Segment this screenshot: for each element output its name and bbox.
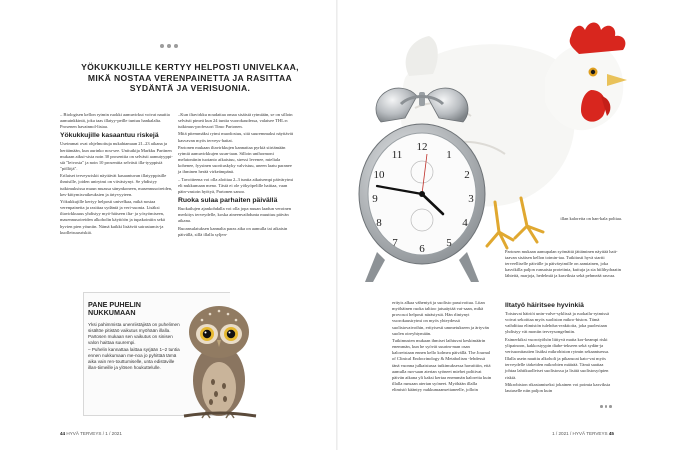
- page-number-right: 45: [608, 431, 614, 436]
- sidebar-text: [88, 322, 184, 372]
- svg-text:1: 1: [446, 149, 452, 161]
- body-paragraph: Ruoansulatuksen kannalta paras aika on aamulla tai aikaisin päivällä, sillä illalla syljen-: [178, 225, 288, 237]
- body-paragraph: Esimerkiksi vuorotyöhön liittyvä matta kor-keampi riski ylipainoon, kakkostyypin diabe-tekseen sekä sydän-ja verisuonitautien lisäksi mikrobiston rytmin sekaantuessa.: [505, 336, 610, 354]
- folio-left: [60, 431, 122, 436]
- body-paragraph: Tutkimusten mukaan ihmiset laihtuvat keskimäärin enemmän, kun he syövät suurim-man osan kaloreistaan ennen kello kolmea päivällä. The Journal of Clinical Endocrinology & Metabolism -lehdessä tänä vuonna julkaistussa tutkimuksessa havaittiin, että aamulla run-saan aterian syöneet miehet polttivat päivän aikana yli kaksi kertaa enemmän kaloreita kuin illalla runsaan aterian syöneet. Myöhään illalla elimistö kääntyy nukkumaansettaneelle, jolloin: [392, 337, 492, 393]
- body-paragraph: Toistuvat häiriöt unin-valve-syklissä ja ruokailu-rytmissä voivat sekoittaa myös suoliston mikro-biston. Tämä vaihdittaa elimistön tulehdus-reaktioita, joka puolestaan yhdistyy vät moniin terveysongelmiin.: [505, 311, 609, 335]
- svg-text:9: 9: [372, 193, 378, 205]
- sidebar-title: PANE PUHELIN NUKKUMAAN: [88, 300, 141, 318]
- alarm-clock-illustration: [355, 74, 489, 296]
- text-column-1: [60, 112, 177, 237]
- owl-illustration: [180, 300, 258, 422]
- svg-text:11: 11: [391, 149, 403, 161]
- body-paragraph: Partonen mukaan iltavirkkujen kannattaa pyrkiä siirtämään rytmiä aamuvirkkujen suun-taan. Silloin unihormoni melatoniinin tuotanto aikaistuu, stressi levenee, mieliala kohenee, fyysinen suorituskyky valvistuu, uneen laatu paranee ja ihminen herää virkeämpänä.: [178, 144, 292, 175]
- intro-paragraph: – Biologisen kellon rytmin ruokki aamuvirkut voivat nauttia aamuinkkintä, joka taas illatyy-peille tuntuu hankalalta. Prosenen havainnol-listaa.: [60, 112, 170, 130]
- body-paragraph: Illalla usein nauttiu alkoholi ja pikaruoat kato-vat myös terveydelle tärkeiden mikrobien määrää. Tämä saattaa johtaa lahtikuolleiset suolistossa ja lisätä suolistosyöpien riskiä.: [505, 356, 609, 380]
- svg-text:10: 10: [373, 169, 385, 181]
- text-column-4: [505, 300, 613, 395]
- body-paragraph: erityis alkaa vähentyä ja suolisto passivoitua. Liian myöhäinen ruoka taltioo jatsaäytää vat-saan, mikä provosoi helposti närästystä. Hän rlintynyt vuorokausirytmi on myös yhteydessä suolistovaivoihin, erityisesti ummetukseen ja ärtyvän suolen oireyhtymään.: [392, 300, 489, 336]
- body-paragraph: Mitä pitemmäksi rytmi muodostuu, sitä suuremmaksi näyttävät kasvavan myös terveys-haitat.: [178, 131, 294, 143]
- subheading: Ruoka sulaa parhaiten päivällä: [178, 197, 278, 205]
- svg-text:12: 12: [416, 141, 428, 153]
- folio-label-right: 1 / 2021 / HYVÄ TERVEYS: [552, 431, 608, 436]
- folio-label-left: HYVÄ TERVEYS / 1 / 2021: [66, 431, 122, 436]
- subheading: Iltatyö häiritsee hyvinkiä: [505, 302, 584, 309]
- svg-text:7: 7: [392, 237, 398, 249]
- sidebar-paragraph: Yksi pahimmista unenriistäjistä on puhelimen sisältöe pitistäö vaikutus myöhään illalla. Partosen mukaan sen vaikutus on sinisen valon haittaa suurempi.: [88, 322, 180, 345]
- body-paragraph: Useimmat ovat ohjelmoituja nukahtamaan 21–23 aikana ja heräämään, kun aurinko nou-see. Unitutkija Markku Partinen mukaan aikui-sista noin 30 prosenttia on selvästi aamutyyppi-sià "leivosia" ja noin 10 prosenttia selvästi illa-tyyppisiä "pöllöjä".: [60, 141, 173, 172]
- body-paragraph: Ruokailujen ajankohdalla voi olla jopa nuuan laadun veroinen merkitys terveydelle, koska aineenvaihdunta muuttuu päivän aikana.: [178, 206, 292, 224]
- decorative-dots: [160, 44, 178, 48]
- caption-paragraph: Partosen mukaan aamupalan syömättä jättäminen näyttää hait-taavan sisäisen kellon toimin-taa. Tutkitusti hyvä startti terveelliselle päivälle ja päivärytmille on aamiainen, joka kasvikilla paljon runsaista proteiinia, kuituja ja sia hiilihydraatin lähteitä, marjoja, hedelmiä ja kasviksia sekä pehmeää rasvaa.: [505, 249, 621, 278]
- body-paragraph: –Kun iltavirkku noudattaa omaa sisäistä rytmiään, se on silloin selvästi pimeä kun 24 tuntia vuorokaudessa, valaisee THL:n tutkimus-professori Timo Partonen.: [178, 112, 293, 130]
- article-lead-headline: YÖKUKKUJILLE KERTYY HELPOSTI UNIVELKAA, MIKÄ NOSTAA VERENPAINETTA JA RASITTAA SYDÄNTÄ JA VERISUONIA.: [81, 62, 299, 93]
- svg-text:4: 4: [462, 217, 468, 229]
- body-paragraph: – Tavoitteena voi olla aloittaa 2–3 tuntia aikaisempi päivärytmi eli nukkumaan meno. Tästä ei ole yökyöpelille haittaa, vaan päin-vastoin hyötyä, Partonen sanoo.: [178, 176, 294, 194]
- text-column-3: [392, 300, 492, 394]
- svg-text:6: 6: [419, 243, 425, 255]
- page-number-left: 44: [60, 431, 66, 436]
- continue-dots: [600, 405, 612, 408]
- body-paragraph: Erilaiset terveysriskit näyttävät kasaantuvan illatyyppisille ihmisille, joiden unirytmi on viivästynyt. Se yhdistyy tutkimuksissa muun muassa sänynkoneen, masennusoireiden, kes-kittymisvaikeuksien ja ärtyvyyteen.: [60, 173, 173, 197]
- sidebar-paragraph: – Puhelin kannattaa laittaa syrjään 1–2 tuntia ennen nukkumaan me-noa jo pyhittää tämä aika vain ren-touttumiselle, unta edistäville illan-tiimeille ja ylösen houkuttelulle.: [88, 347, 180, 370]
- svg-text:3: 3: [468, 193, 474, 205]
- svg-text:2: 2: [464, 169, 470, 181]
- body-paragraph: Mikrobiston rikastamiseksi jokainen voi poimia kasviksia lautaselle niin paljon kuin: [505, 381, 611, 393]
- svg-text:8: 8: [376, 217, 382, 229]
- folio-right: [552, 431, 614, 436]
- text-column-2: [178, 112, 296, 239]
- svg-text:5: 5: [446, 237, 452, 249]
- caption-text: illan kaloreita on han-kala polttaa.: [560, 216, 622, 221]
- body-paragraph: Yökukkujille kertyy helposti univelkaa, mikä nostaa verenpainetta ja rasittaa sydäntä ja veri-suonia. Lisäksi iltavirkkuuus yhdistyy myö-häiseen ilta- ja yösyömiseen, masennusoireiden alkoholin käyttöön ja tupakointiin sekä hyvien pien yöuniin. Nämä kaikki lisäävät sairastumis-ja kuolleisuusriskiä.: [60, 198, 165, 235]
- subheading: Yökukkujille kasaantuu riskejä: [60, 132, 159, 140]
